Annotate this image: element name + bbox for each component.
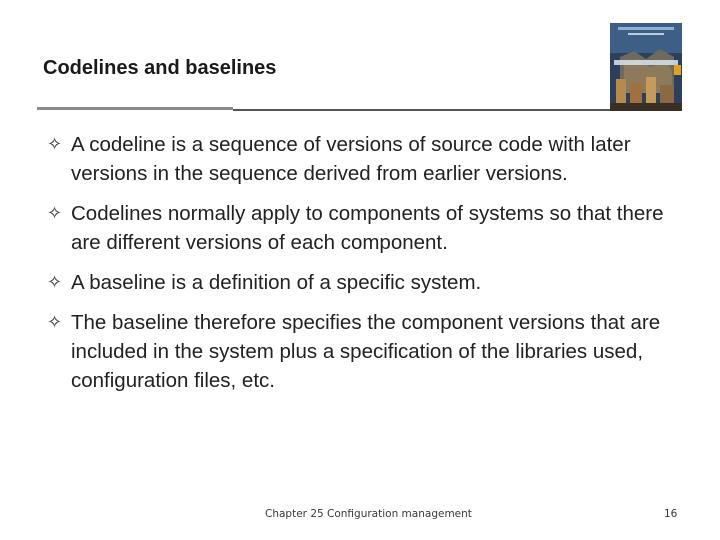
title-underline: [233, 109, 613, 111]
bullet-item: [47, 268, 697, 297]
bullet-marker: ✧: [47, 312, 63, 332]
bullet-marker: ✧: [47, 272, 63, 292]
bullet-item: [47, 199, 697, 257]
bullet-text: The baseline therefore specifies the component versions that are included in the system plus a specification of the libraries used, configuration files, etc.: [71, 311, 661, 392]
bullet-item: [47, 130, 697, 188]
footer-caption: Chapter 25 Configuration management: [265, 508, 472, 520]
title-underline-accent: [37, 107, 233, 110]
bullet-list: [47, 130, 697, 406]
slide-title: Codelines and baselines: [43, 57, 277, 79]
page-number: 16: [664, 508, 678, 520]
bullet-text: A codeline is a sequence of versions of source code with later versions in the sequence derived from earlier versions.: [71, 133, 631, 185]
book-cover-icon: [610, 23, 682, 111]
bullet-text: A baseline is a definition of a specific system.: [71, 271, 482, 294]
bullet-text: Codelines normally apply to components of systems so that there are different versions of each component.: [71, 202, 664, 254]
bullet-marker: ✧: [47, 134, 63, 154]
bullet-marker: ✧: [47, 203, 63, 223]
bullet-item: [47, 308, 697, 395]
